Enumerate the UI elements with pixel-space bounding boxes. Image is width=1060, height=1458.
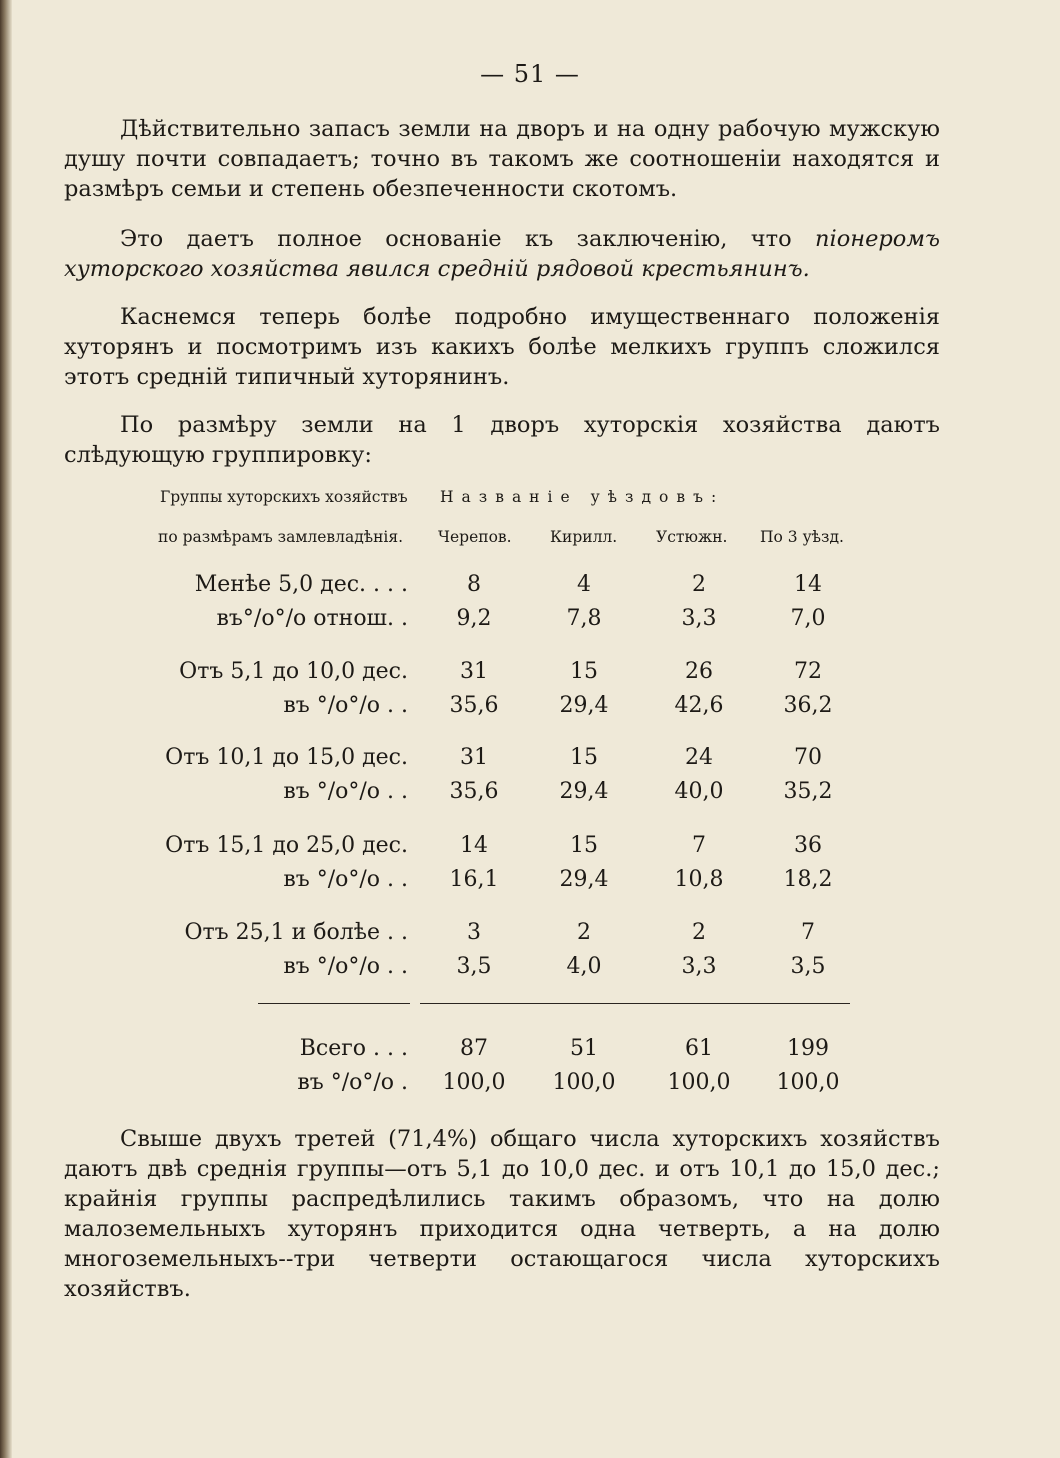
table-cell: 3: [467, 920, 481, 945]
table-row-label: Отъ 25,1 и болѣе . .: [184, 920, 408, 945]
table-cell: 87: [460, 1036, 488, 1061]
table-cell: 35,2: [783, 779, 833, 804]
table-cell: 14: [460, 833, 488, 858]
table-cell: 35,6: [449, 779, 499, 804]
table-cell: 3,3: [681, 606, 717, 631]
table-cell: 15: [570, 745, 598, 770]
table-cell: 7,8: [566, 606, 602, 631]
table-cell: 15: [570, 833, 598, 858]
table-header-uezds: Названіе уѣздовъ:: [440, 488, 725, 506]
table-row-label: въ °/о°/о .: [297, 1070, 408, 1095]
table-cell: 199: [787, 1036, 829, 1061]
table-header-col-total: По 3 уѣзд.: [760, 528, 844, 546]
table-cell: 10,8: [674, 867, 724, 892]
table-row-label: Всего . . .: [299, 1036, 408, 1061]
paragraph-1: Дѣйствительно запасъ земли на дворъ и на одну рабочую мужскую душу почти совпадаетъ; точно въ такомъ же соотношеніи находятся и размѣръ семьи и степень обезпеченности скотомъ.: [64, 116, 940, 202]
table-rule-1: [258, 1003, 410, 1004]
table-rule-2: [420, 1003, 850, 1004]
table-row-label: въ °/о°/о . .: [283, 693, 408, 718]
table-cell: 42,6: [674, 693, 724, 718]
table-cell: 31: [460, 659, 488, 684]
table-cell: 2: [692, 920, 706, 945]
table-cell: 3,5: [456, 954, 492, 979]
table-cell: 31: [460, 745, 488, 770]
table-header-col-cherepov: Черепов.: [438, 528, 512, 546]
table-cell: 100,0: [667, 1070, 731, 1095]
table-cell: 24: [685, 745, 713, 770]
table-row-label: Менѣе 5,0 дес. . . .: [194, 572, 408, 597]
table-row-label: Отъ 5,1 до 10,0 дес.: [179, 659, 408, 684]
table-cell: 4: [577, 572, 591, 597]
table-cell: 3,5: [790, 954, 826, 979]
table-row-label: Отъ 15,1 до 25,0 дес.: [165, 833, 408, 858]
paragraph-4: По размѣру земли на 1 дворъ хуторскія хозяйства даютъ слѣдующую группировку:: [64, 412, 940, 468]
paragraph-3: Каснемся теперь болѣе подробно имущественнаго положенія хуторянъ и посмотримъ изъ какихъ болѣе мелкихъ группъ сложился этотъ средній типичный хуторянинъ.: [64, 304, 940, 390]
table-cell: 9,2: [456, 606, 492, 631]
table-cell: 70: [794, 745, 822, 770]
table-cell: 100,0: [442, 1070, 506, 1095]
table-cell: 36,2: [783, 693, 833, 718]
table-cell: 16,1: [449, 867, 499, 892]
table-cell: 36: [794, 833, 822, 858]
table-cell: 61: [685, 1036, 713, 1061]
table-row-label: въ °/о°/о . .: [283, 954, 408, 979]
table-header-col-kirill: Кирилл.: [550, 528, 618, 546]
table-cell: 15: [570, 659, 598, 684]
table-cell: 14: [794, 572, 822, 597]
paragraph-2-italic: піонеромъ хуторского хозяйства явился средній рядовой крестьянинъ.: [64, 226, 940, 282]
table-cell: 29,4: [559, 867, 609, 892]
table-cell: 8: [467, 572, 481, 597]
table-cell: 29,4: [559, 693, 609, 718]
table-cell: 18,2: [783, 867, 833, 892]
table-header-groups-2: по размѣрамъ замлевладѣнія.: [158, 528, 404, 546]
paragraph-2-text: Это даетъ полное основаніе къ заключенію, что: [120, 226, 816, 252]
table-row-label: въ °/о°/о . .: [283, 867, 408, 892]
table-cell: 4,0: [566, 954, 602, 979]
table-cell: 29,4: [559, 779, 609, 804]
table-cell: 72: [794, 659, 822, 684]
table-cell: 3,3: [681, 954, 717, 979]
page-edge-shadow: [0, 0, 12, 1458]
paragraph-2: [64, 224, 940, 284]
table-cell: 26: [685, 659, 713, 684]
table-cell: 7: [692, 833, 706, 858]
table-cell: 7: [801, 920, 815, 945]
table-header-groups-1: Группы хуторскихъ хозяйствъ: [160, 488, 408, 506]
table-row-label: Отъ 10,1 до 15,0 дес.: [165, 745, 408, 770]
page-number: — 51 —: [480, 60, 580, 88]
table-cell: 51: [570, 1036, 598, 1061]
table-header-col-ustyuzhn: Устюжн.: [656, 528, 728, 546]
table-row-label: въ°/о°/о отнош. .: [216, 606, 408, 631]
table-cell: 7,0: [790, 606, 826, 631]
table-cell: 100,0: [552, 1070, 616, 1095]
table-cell: 40,0: [674, 779, 724, 804]
table-cell: 2: [577, 920, 591, 945]
table-cell: 2: [692, 572, 706, 597]
paragraph-5: Свыше двухъ третей (71,4%) общаго числа хуторскихъ хозяйствъ даютъ двѣ среднія группы—отъ 5,1 до 10,0 дес. и отъ 10,1 до 15,0 дес.; крайнія группы распредѣлились такимъ образомъ, что на долю малоземельныхъ хуторянъ приходится одна четверть, а на долю многоземельныхъ--три четверти остающагося числа хуторскихъ хозяйствъ.: [64, 1126, 940, 1302]
table-row-label: въ °/о°/о . .: [283, 779, 408, 804]
table-cell: 35,6: [449, 693, 499, 718]
table-cell: 100,0: [776, 1070, 840, 1095]
